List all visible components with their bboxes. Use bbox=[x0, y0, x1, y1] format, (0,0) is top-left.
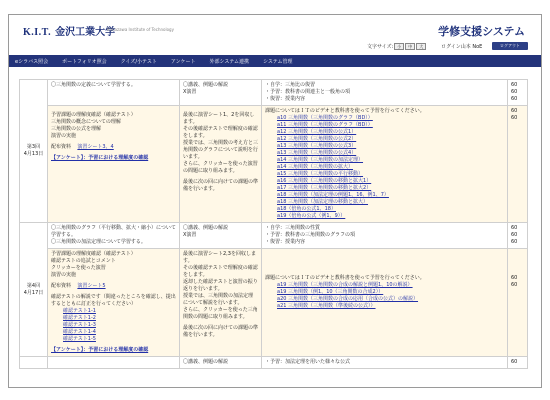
test-note: 確認テストの解説です（間違ったところを確認し、提出するとともに訂正を行ってください） bbox=[51, 294, 176, 307]
goal-text: 三角関数の公式を理解 bbox=[51, 126, 102, 132]
week-date: 4月13日 bbox=[23, 151, 44, 157]
table-row bbox=[20, 80, 528, 106]
nav-item-survey[interactable]: アンケート bbox=[170, 58, 196, 65]
method-text: 〇講義、例題の解説 bbox=[183, 225, 229, 231]
goal-cell bbox=[48, 223, 180, 249]
assignment-text: ・自学：三角比の復習 bbox=[265, 82, 316, 88]
assignment-cell bbox=[262, 357, 508, 369]
time-cell bbox=[508, 80, 528, 106]
nav-item-quiz[interactable]: クイズ/小テスト bbox=[120, 58, 157, 65]
time-value: 60 bbox=[511, 275, 518, 281]
method-text: さらに、クリッカーを使った三角関数の問題に取り組みます。 bbox=[183, 307, 258, 320]
week-date: 4月17日 bbox=[23, 289, 44, 296]
method-text: X演習 bbox=[183, 89, 197, 95]
assignment-text: ・予習：加法定理を用いた様々な公式 bbox=[265, 359, 351, 365]
main-nav bbox=[9, 55, 541, 67]
time-cell bbox=[508, 249, 528, 357]
test-link[interactable]: 確認テスト1-3 bbox=[63, 322, 96, 328]
assignment-cell bbox=[262, 249, 508, 357]
week-cell bbox=[20, 223, 48, 357]
method-cell bbox=[180, 106, 262, 223]
nav-item-syllabus[interactable]: eシラバス照会 bbox=[15, 58, 49, 65]
method-text: 授業では、三角関数の考え方と三角関数のグラフについて説明を行います。 bbox=[183, 140, 259, 160]
method-text: 〇講義、例題の解説 bbox=[183, 82, 229, 88]
survey-link[interactable]: 【アンケート】：予習における理解度の確認 bbox=[51, 347, 149, 353]
handout-line bbox=[51, 283, 176, 290]
goal-text: 〇三角関数の加法定理について学習する。 bbox=[51, 239, 146, 245]
nav-item-admin[interactable]: システム管理 bbox=[263, 58, 293, 65]
app-title: 学修支援システム bbox=[438, 25, 525, 38]
assignment-cell bbox=[262, 106, 508, 223]
table-row bbox=[20, 357, 528, 369]
video-link[interactable]: a14 三角関数（三角関数の加法定理） bbox=[277, 157, 364, 163]
goal-text: 〇三角関数の定義について学習する。 bbox=[51, 82, 136, 88]
syllabus-table bbox=[19, 79, 528, 369]
method-cell bbox=[180, 80, 262, 106]
time-cell bbox=[508, 106, 528, 223]
handout-link[interactable]: 演習シート3、4 bbox=[77, 144, 114, 150]
test-link[interactable]: 確認テスト1-2 bbox=[63, 315, 96, 321]
font-size-medium-button[interactable]: 中 bbox=[405, 43, 415, 50]
method-text: 最後に演習シート1、2を回収します。 bbox=[183, 112, 255, 125]
font-size-large-button[interactable]: 大 bbox=[416, 43, 426, 50]
logo-university-name: 金沢工業大学 bbox=[55, 27, 116, 38]
handout-line bbox=[51, 144, 176, 151]
video-link[interactable]: a19 三角関数（例1、10（三角関数の合成2）） bbox=[277, 289, 384, 295]
method-text: X演習 bbox=[183, 232, 197, 238]
method-text: 最後に演習シート2,3を回収します。 bbox=[183, 251, 256, 264]
time-value: 60 bbox=[511, 232, 518, 238]
time-value: 60 bbox=[511, 108, 518, 114]
logout-button[interactable]: ログアウト bbox=[492, 42, 528, 50]
method-text: 授業では、三角関数の加法定理について解説を行います。 bbox=[183, 293, 254, 306]
time-value: 60 bbox=[511, 359, 518, 365]
assignment-text: ・自学：三角関数の性質 bbox=[265, 225, 321, 231]
video-link[interactable]: a13 三角関数（三角関数の公式3） bbox=[277, 143, 357, 149]
login-suffix: NoE bbox=[472, 44, 483, 50]
survey-link[interactable]: 【アンケート】：予習における理解度の確認 bbox=[51, 155, 149, 161]
time-value: 60 bbox=[511, 282, 518, 288]
handout-label: 配布資料 bbox=[51, 144, 72, 150]
video-link[interactable]: a18 三角関数（加法定理の例題1、16、例1、7） bbox=[277, 192, 389, 198]
goal-cell bbox=[48, 80, 180, 106]
assignment-cell bbox=[262, 80, 508, 106]
logo-english-name: Kanazawa Institute of Technology bbox=[107, 27, 174, 32]
method-text: その後確認テストで理解度の確認をします。 bbox=[183, 126, 258, 139]
video-link[interactable]: a12 三角関数（三角関数の公式1） bbox=[277, 129, 357, 135]
time-value: 60 bbox=[511, 239, 518, 245]
video-link[interactable]: a21 三角関数（三角関数（準後続の公式）） bbox=[277, 303, 376, 309]
goal-text: 三角関数の概念についての理解 bbox=[51, 119, 121, 125]
logo-kit-text: K.I.T. bbox=[23, 27, 52, 38]
video-link[interactable]: a16 三角関数（三角関数の移動と拡大1） bbox=[277, 178, 372, 184]
font-size-control bbox=[367, 43, 426, 50]
video-link[interactable]: a19 三角関数（三角関数の合成の解説と例題1、10の解説） bbox=[277, 282, 413, 288]
video-link[interactable]: a18 三角関数（加法定理の移動と拡大） bbox=[277, 199, 369, 205]
video-link[interactable]: a12 三角関数（三角関数の公式2） bbox=[277, 136, 357, 142]
goal-text: 演習の実施 bbox=[51, 133, 77, 139]
video-link-list bbox=[265, 115, 504, 220]
test-link[interactable]: 確認テスト1-1 bbox=[63, 308, 96, 314]
table-row bbox=[20, 249, 528, 357]
goal-text: 確認テストの追試とコメント bbox=[51, 258, 116, 264]
goal-cell bbox=[48, 357, 180, 369]
time-value: 60 bbox=[511, 89, 518, 95]
method-text: 最後に次の回に向けての課題の準備を行います。 bbox=[183, 179, 259, 192]
video-link[interactable]: a20 三角関数（三角関数の合成の応用（合成の公式）の解説） bbox=[277, 296, 419, 302]
goal-cell bbox=[48, 106, 180, 223]
week-number: 第4回 bbox=[26, 282, 41, 289]
video-link[interactable]: a19（倍角の公式（例1、9）） bbox=[277, 213, 346, 219]
login-label: ログイン山本 bbox=[441, 44, 471, 50]
handout-link[interactable]: 演習シート5 bbox=[77, 283, 106, 289]
video-link[interactable]: a10 三角関数（三角関数のグラフ（BD）） bbox=[277, 115, 373, 121]
goal-cell bbox=[48, 249, 180, 357]
video-link[interactable]: a11 三角関数（三角関数のグラフ（BD）） bbox=[277, 122, 373, 128]
video-link[interactable]: a13 三角関数（三角関数の公式4） bbox=[277, 150, 357, 156]
test-link-list bbox=[51, 308, 176, 343]
handout-label: 配布資料 bbox=[51, 283, 72, 289]
video-link[interactable]: a17 三角関数（三角関数の移動と拡大2） bbox=[277, 185, 372, 191]
font-size-small-button[interactable]: 小 bbox=[394, 43, 404, 50]
nav-item-external[interactable]: 外部システム連携 bbox=[209, 58, 250, 65]
time-value: 60 bbox=[511, 225, 518, 231]
login-user bbox=[441, 43, 482, 50]
video-link[interactable]: a15 三角関数（三角関数の平行移動） bbox=[277, 171, 364, 177]
table-row bbox=[20, 106, 528, 223]
assignment-intro: 課題についてはＩＴのビデオと教科書を使って予習を行ってください。 bbox=[265, 275, 425, 281]
video-link-list bbox=[265, 282, 504, 310]
site-header bbox=[9, 15, 541, 53]
video-link[interactable]: a14 三角関数（三角関数の拡大） bbox=[277, 164, 354, 170]
test-link[interactable]: 確認テスト1-5 bbox=[63, 336, 96, 342]
week-number: 第3回 bbox=[26, 144, 41, 150]
method-cell bbox=[180, 223, 262, 249]
week-cell bbox=[20, 357, 48, 369]
goal-text: 〇三角関数のグラフ（平行移動、拡大・縮小）について学習する。 bbox=[51, 225, 176, 238]
method-text: さらに、クリッカーを使った演習の問題に取り組みます。 bbox=[183, 161, 258, 174]
browser-window bbox=[8, 14, 542, 388]
time-value: 60 bbox=[511, 82, 518, 88]
goal-text: 演習の実施 bbox=[51, 272, 77, 278]
method-text: 返却した確認テストと演習の振り返りを行います。 bbox=[183, 279, 258, 292]
assignment-text: ・復習：授業内容 bbox=[265, 96, 306, 102]
method-text: その後確認テストで理解度の確認をします。 bbox=[183, 265, 258, 278]
assignment-cell bbox=[262, 223, 508, 249]
method-cell bbox=[180, 357, 262, 369]
kit-logo[interactable] bbox=[23, 23, 174, 38]
week-cell bbox=[20, 80, 48, 223]
syllabus-table-area bbox=[19, 79, 527, 369]
assignment-intro: 課題についてはＩＴのビデオと教科書を使って予習を行ってください。 bbox=[265, 108, 425, 114]
method-text: 最後に次の回に向けての課題の準備を行います。 bbox=[183, 325, 259, 338]
goal-text: クリッカーを使った演習 bbox=[51, 265, 106, 271]
font-size-label: 文字サイズ: bbox=[367, 44, 394, 50]
test-link[interactable]: 確認テスト1-4 bbox=[63, 329, 96, 335]
time-cell bbox=[508, 223, 528, 249]
goal-text: 予習課題の理解度確認（確認テスト） bbox=[51, 251, 136, 257]
nav-item-portfolio[interactable]: ポートフォリオ照会 bbox=[62, 58, 107, 65]
assignment-text: ・復習：授業内容 bbox=[265, 239, 306, 245]
time-value: 60 bbox=[511, 96, 518, 102]
time-value: 60 bbox=[511, 115, 518, 121]
assignment-text: ・予習：教科書の関連主と一般角の項 bbox=[265, 89, 351, 95]
goal-text: 予習課題の理解度確認（確認テスト） bbox=[51, 112, 136, 118]
video-link[interactable]: a18（倍角の公式1、18） bbox=[277, 206, 336, 212]
method-cell bbox=[180, 249, 262, 357]
method-text: 〇講義、例題の解説 bbox=[183, 359, 229, 365]
time-cell bbox=[508, 357, 528, 369]
table-row bbox=[20, 223, 528, 249]
assignment-text: ・予習：教科書の三角関数のグラフの項 bbox=[265, 232, 356, 238]
